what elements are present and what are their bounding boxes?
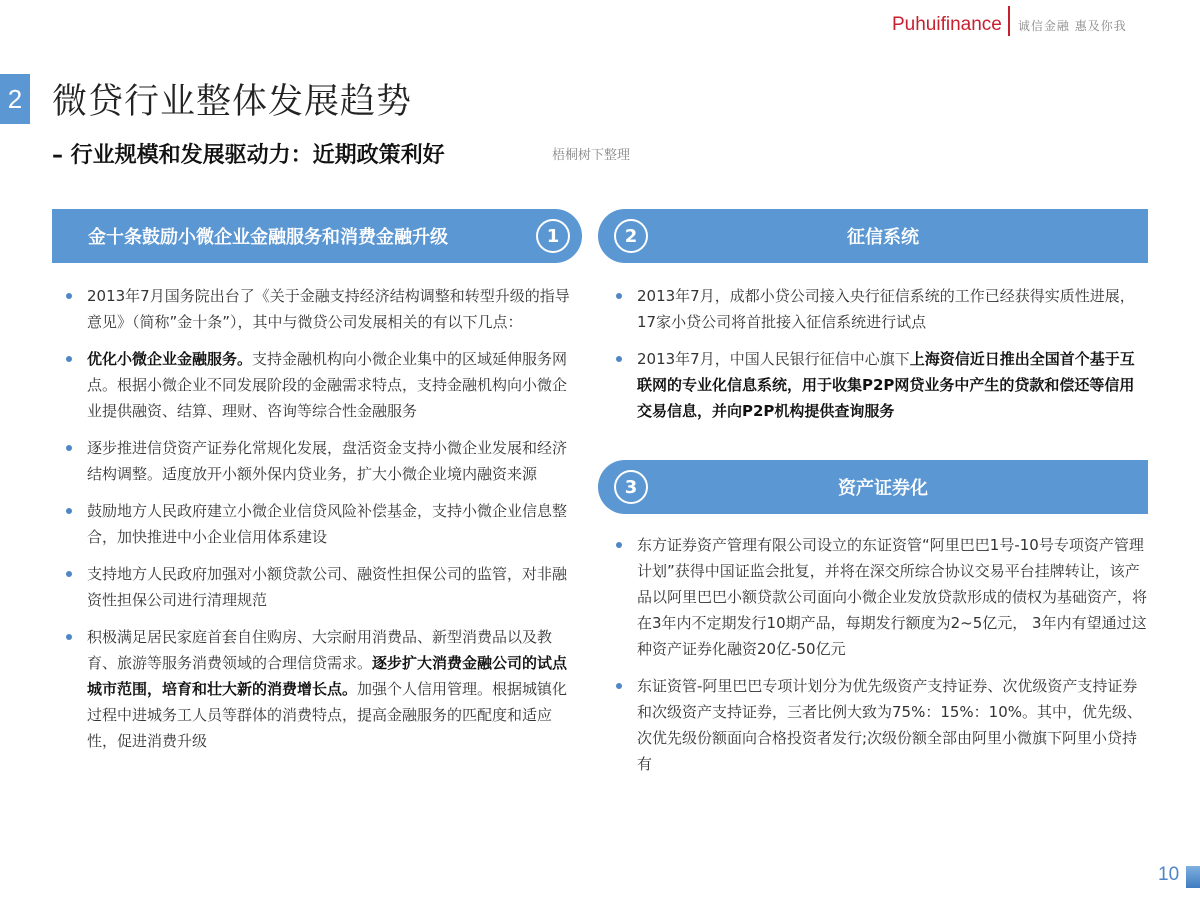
bullet-text: 2013年7月，中国人民银行征信中心旗下	[637, 350, 910, 368]
bullet-text: 加强个人信用管理。根据城镇化过程中进城务工人员等群体的消费特点，提高金融服务的匹配度和适应性，促进消费升级	[87, 680, 568, 750]
section-1-list	[62, 283, 577, 765]
page-title: 微贷行业整体发展趋势	[52, 82, 413, 122]
section-header-2	[598, 209, 1148, 263]
section-2-list	[612, 283, 1148, 435]
bullet-item	[612, 346, 1148, 424]
bullet-item	[62, 561, 577, 613]
bullet-text: 东证资管-阿里巴巴专项计划分为优先级资产支持证券、次优级资产支持证券和次级资产支持证券，三者比例大致为75%：15%：10%。其中，优先级、次优先级份额面向合格投资者发行;次级份额全部由阿里小微旗下阿里小贷持有	[637, 677, 1143, 773]
section-number-circle: 3	[614, 470, 648, 504]
section-title: 征信系统	[847, 227, 919, 248]
section-number-circle: 2	[614, 219, 648, 253]
bullet-text: 2013年7月，成都小贷公司接入央行征信系统的工作已经获得实质性进展，17家小贷公司将首批接入征信系统进行试点	[637, 287, 1135, 331]
bullet-text: 逐步推进信贷资产证券化常规化发展，盘活资金支持小微企业发展和经济结构调整。适度放开小额外保内贷业务，扩大小微企业境内融资来源	[87, 439, 568, 483]
brand-logo	[892, 10, 1127, 40]
section-header-1	[52, 209, 582, 263]
bullet-item	[612, 283, 1148, 335]
bullet-item	[62, 346, 577, 424]
author-note: 梧桐树下整理	[552, 148, 631, 163]
brand-name: Puhuifinance	[892, 14, 1002, 35]
bullet-text-bold: 上海资信近日推出全国首个基于互联网的专业化信息系统，用于收集P2P网贷业务中产生的贷款和偿还等信用交易信息，并向P2P机构提供查询服务	[637, 350, 1135, 420]
section-header-3	[598, 460, 1148, 514]
bullet-text: 2013年7月国务院出台了《关于金融支持经济结构调整和转型升级的指导意见》（简称”金十条”），其中与微贷公司发展相关的有以下几点：	[87, 287, 570, 331]
section-3-list	[612, 532, 1148, 788]
section-number-badge: 2	[0, 74, 30, 124]
page-number: 10	[1158, 864, 1180, 885]
bullet-text-bold: 逐步扩大消费金融公司的试点城市范围，培育和壮大新的消费增长点。	[87, 654, 568, 698]
bullet-item	[62, 498, 577, 550]
page-corner-tab	[1186, 866, 1200, 888]
page-subtitle: – 行业规模和发展驱动力：近期政策利好	[52, 143, 445, 168]
bullet-text-bold: 优化小微企业金融服务。	[87, 350, 253, 368]
bullet-text: 支持金融机构向小微企业集中的区域延伸服务网点。根据小微企业不同发展阶段的金融需求特点，支持金融机构向小微企业提供融资、结算、理财、咨询等综合性金融服务	[87, 350, 568, 420]
bullet-item	[62, 624, 577, 754]
section-title: 资产证券化	[838, 478, 928, 499]
bullet-text: 鼓励地方人民政府建立小微企业信贷风险补偿基金，支持小微企业信息整合，加快推进中小企业信用体系建设	[87, 502, 568, 546]
bullet-item	[62, 283, 577, 335]
bullet-item	[612, 532, 1148, 662]
section-number-circle: 1	[536, 219, 570, 253]
bullet-text: 东方证券资产管理有限公司设立的东证资管“阿里巴巴1号-10号专项资产管理计划”获得中国证监会批复，并将在深交所综合协议交易平台挂牌转让，该产品以阿里巴巴小额贷款公司面向小微企业发放贷款形成的债权为基础资产，将在3年内不定期发行10期产品，每期发行额度为2~5亿元， 3年内有望通过这种资产证券化融资20亿-50亿元	[637, 536, 1148, 658]
brand-slogan: 诚信金融 惠及你我	[1017, 18, 1127, 33]
brand-divider	[1008, 6, 1010, 36]
section-title: 金十条鼓励小微企业金融服务和消费金融升级	[88, 227, 448, 248]
bullet-text: 积极满足居民家庭首套自住购房、大宗耐用消费品、新型消费品以及教育、旅游等服务消费领域的合理信贷需求。	[87, 628, 553, 672]
bullet-item	[612, 673, 1148, 777]
bullet-item	[62, 435, 577, 487]
bullet-text: 支持地方人民政府加强对小额贷款公司、融资性担保公司的监管，对非融资性担保公司进行清理规范	[87, 565, 568, 609]
